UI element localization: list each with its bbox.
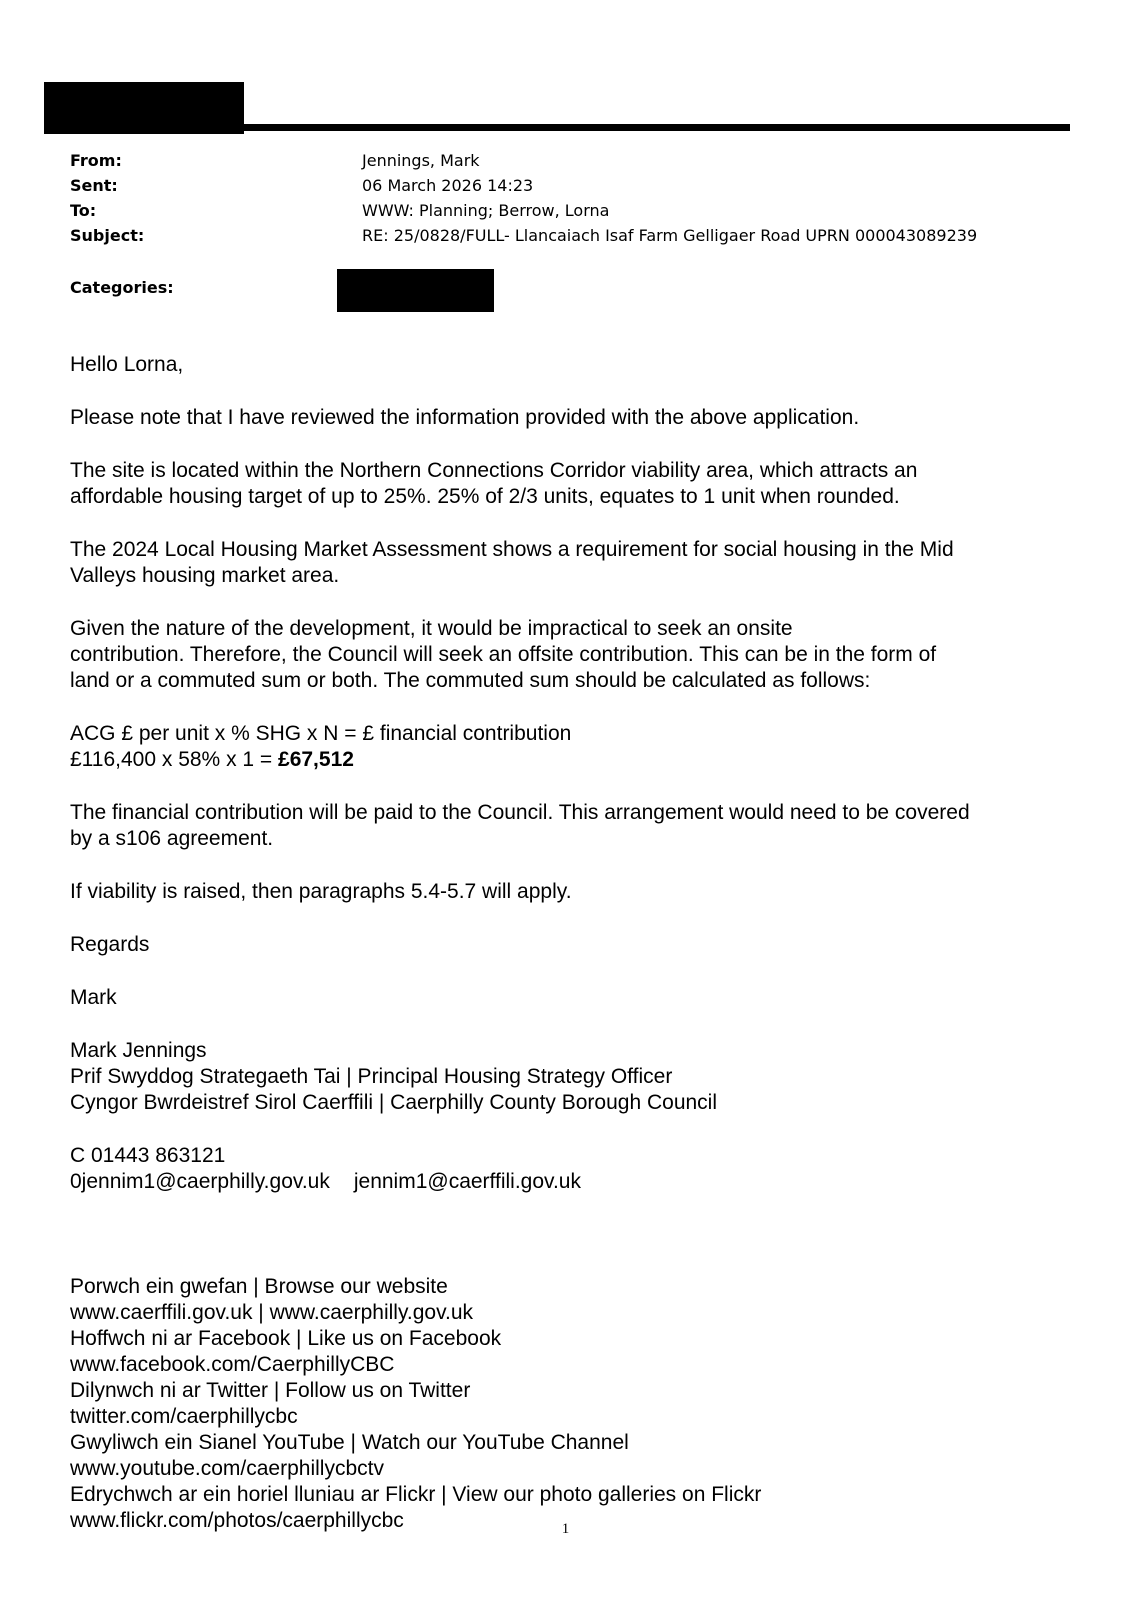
- from-label: From:: [70, 151, 122, 170]
- sent-value: 06 March 2026 14:23: [362, 176, 534, 195]
- contact-block: [70, 1143, 1080, 1195]
- paragraph-viability-area: [70, 458, 1080, 510]
- email-body: [70, 352, 1080, 1534]
- paragraph-contribution-line-3: land or a commuted sum or both. The commuted sum should be calculated as follows:: [70, 669, 871, 692]
- paragraph-s106: [70, 800, 1080, 852]
- paragraph-contribution: [70, 616, 1080, 694]
- website-label: Porwch ein gwefan | Browse our website: [70, 1275, 448, 1298]
- paragraph-viability-line-1: The site is located within the Northern Connections Corridor viability area, which attracts an: [70, 459, 918, 482]
- paragraph-viability-raised: If viability is raised, then paragraphs 5.4-5.7 will apply.: [70, 880, 572, 903]
- paragraph-contribution-line-1: Given the nature of the development, it would be impractical to seek an onsite: [70, 617, 793, 640]
- twitter-label: Dilynwch ni ar Twitter | Follow us on Twitter: [70, 1379, 471, 1402]
- paragraph-assessment-line-2: Valleys housing market area.: [70, 564, 340, 587]
- sent-label: Sent:: [70, 176, 118, 195]
- email-link-caerphilly[interactable]: 0jennim1@caerphilly.gov.uk: [70, 1170, 330, 1193]
- subject-value: RE: 25/0828/FULL- Llancaiach Isaf Farm Gelligaer Road UPRN 000043089239: [362, 226, 978, 245]
- paragraph-calculation: [70, 721, 1080, 773]
- paragraph-assessment-line-1: The 2024 Local Housing Market Assessment shows a requirement for social housing in the Mid: [70, 538, 954, 561]
- paragraph-review: Please note that I have reviewed the information provided with the above application.: [70, 406, 860, 429]
- twitter-link[interactable]: twitter.com/caerphillycbc: [70, 1405, 298, 1428]
- categories-label: Categories:: [70, 278, 174, 297]
- youtube-label: Gwyliwch ein Sianel YouTube | Watch our YouTube Channel: [70, 1431, 629, 1454]
- youtube-link[interactable]: www.youtube.com/caerphillycbctv: [70, 1457, 384, 1480]
- greeting: Hello Lorna,: [70, 353, 184, 376]
- signature-block: [70, 1038, 1080, 1116]
- flickr-label: Edrychwch ar ein horiel lluniau ar Flickr | View our photo galleries on Flickr: [70, 1483, 762, 1506]
- paragraph-s106-line-2: by a s106 agreement.: [70, 827, 274, 850]
- signoff: Mark: [70, 986, 117, 1009]
- signature-emails: [70, 1169, 1080, 1195]
- email-link-caerffili[interactable]: jennim1@caerffili.gov.uk: [353, 1170, 581, 1193]
- paragraph-assessment: [70, 537, 1080, 589]
- page-number: 1: [561, 1521, 570, 1537]
- signature-name: Mark Jennings: [70, 1039, 207, 1062]
- spacer: [70, 1222, 1080, 1274]
- flickr-link[interactable]: www.flickr.com/photos/caerphillycbc: [70, 1509, 404, 1532]
- subject-label: Subject:: [70, 226, 145, 245]
- formula-line: ACG £ per unit x % SHG x N = £ financial contribution: [70, 722, 572, 745]
- to-value: WWW: Planning; Berrow, Lorna: [362, 201, 610, 220]
- paragraph-contribution-line-2: contribution. Therefore, the Council will seek an offsite contribution. This can be in the form of: [70, 643, 937, 666]
- paragraph-viability-line-2: affordable housing target of up to 25%. 25% of 2/3 units, equates to 1 unit when rounded.: [70, 485, 900, 508]
- paragraph-s106-line-1: The financial contribution will be paid to the Council. This arrangement would need to be covered: [70, 801, 970, 824]
- calculation-prefix: £116,400 x 58% x 1 =: [70, 748, 279, 771]
- to-label: To:: [70, 201, 97, 220]
- website-link[interactable]: www.caerffili.gov.uk | www.caerphilly.gov.uk: [70, 1301, 474, 1324]
- header-rule: [44, 124, 1070, 131]
- social-links-block: [70, 1274, 1080, 1534]
- signature-org: Cyngor Bwrdeistref Sirol Caerffili | Caerphilly County Borough Council: [70, 1091, 718, 1114]
- facebook-link[interactable]: www.facebook.com/CaerphillyCBC: [70, 1353, 395, 1376]
- from-value: Jennings, Mark: [362, 151, 480, 170]
- signature-phone: C 01443 863121: [70, 1144, 226, 1167]
- calculation-result: £67,512: [278, 748, 354, 771]
- facebook-label: Hoffwch ni ar Facebook | Like us on Facebook: [70, 1327, 502, 1350]
- signature-title: Prif Swyddog Strategaeth Tai | Principal Housing Strategy Officer: [70, 1065, 673, 1088]
- regards: Regards: [70, 933, 150, 956]
- redacted-category-block: [337, 269, 494, 312]
